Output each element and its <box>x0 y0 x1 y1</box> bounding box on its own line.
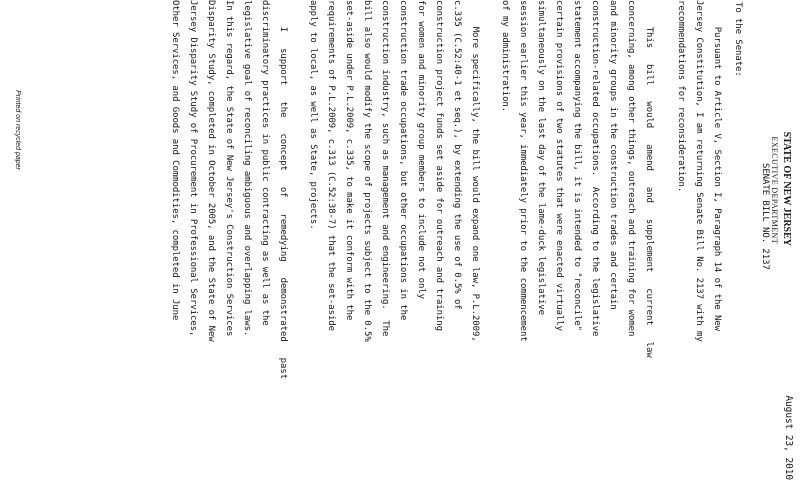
salutation: To the Senate: <box>733 2 743 77</box>
paragraph-2-line: construction-related occupations. According to the legislative <box>590 0 600 337</box>
paragraph-2-line: and minority groups in the construction trades and certain <box>608 0 618 310</box>
paragraph-2-line: of my administration. <box>500 0 510 113</box>
department-heading: EXECUTIVE DEPARTMENT <box>770 136 779 244</box>
paragraph-4-line: discriminatory practices in public contracting as well as the <box>260 0 270 326</box>
paragraph-4-line: I support the concept of remedying demonstrated past <box>278 0 288 380</box>
paragraph-3-line: requirements of P.L.2009, c.313 (C.52:38-7) that the set-aside <box>326 0 336 331</box>
paragraph-4-line: In this regard, the State of New Jersey's Construction Services <box>224 0 234 337</box>
paragraph-1-line: Jersey Constitution, I am returning Senate Bill No. 2137 with my <box>694 0 704 342</box>
bill-number: SENATE BILL NO. 2137 <box>760 163 770 270</box>
paragraph-3-line: construction industry, such as management and engineering. The <box>380 0 390 337</box>
paragraph-2-line: session earlier this year, immediately prior to the commencement <box>518 0 528 342</box>
paragraph-3-line: set-aside under P.L.2009, c.335, to make it conform with the <box>344 0 354 321</box>
paragraph-3-line: for women and minority group members to include not only <box>416 0 426 299</box>
paragraph-1-line: Pursuant to Article V, Section I, Paragraph 14 of the New <box>712 0 722 331</box>
paragraph-2-line: concerning, among other things, outreach and training for women <box>626 0 636 337</box>
paragraph-1-line: recommendations for reconsideration. <box>676 0 686 193</box>
paragraph-2-line: simultaneously on the last day of the lame-duck legislative <box>536 0 546 315</box>
paragraph-3-line: apply to local, as well as State, projects. <box>308 0 318 230</box>
paragraph-4-line: Jersey Disparity Study of Procurement in Professional Services, <box>188 0 198 337</box>
paragraph-4-line: Other Services, and Goods and Commodities, completed in June <box>170 0 180 321</box>
paragraph-2-line: statement accompanying the bill, it is intended to "reconcile" <box>572 0 582 331</box>
paragraph-3-line: construction trade occupations, but other occupations in the <box>398 0 408 321</box>
paragraph-2-line: certain provisions of two statutes that were enacted virtually <box>554 0 564 331</box>
printed-on-recycled-paper-note: Printed on recycled paper <box>14 90 21 170</box>
paragraph-3-line: construction project funds set aside for outreach and training <box>434 0 444 331</box>
paragraph-3-line: More specifically, the bill would expand one law, P.L.2009, <box>470 0 480 342</box>
paragraph-3-line: bill also would modify the scope of projects subject to the 0.5% <box>362 0 372 342</box>
state-heading: STATE OF NEW JERSEY <box>781 131 792 246</box>
paragraph-2-line: This bill would amend and supplement current law <box>644 0 654 358</box>
paragraph-4-line: Disparity Study, completed in October 2005, and the State of New <box>206 0 216 342</box>
paragraph-3-line: c.335 (C.52:40-1 et seq.), by extending the use of 0.5% of <box>452 0 462 310</box>
paragraph-4-line: legislative goal of reconciling ambiguous and overlapping laws. <box>242 0 252 337</box>
letter-date: August 23, 2010 <box>783 395 794 480</box>
